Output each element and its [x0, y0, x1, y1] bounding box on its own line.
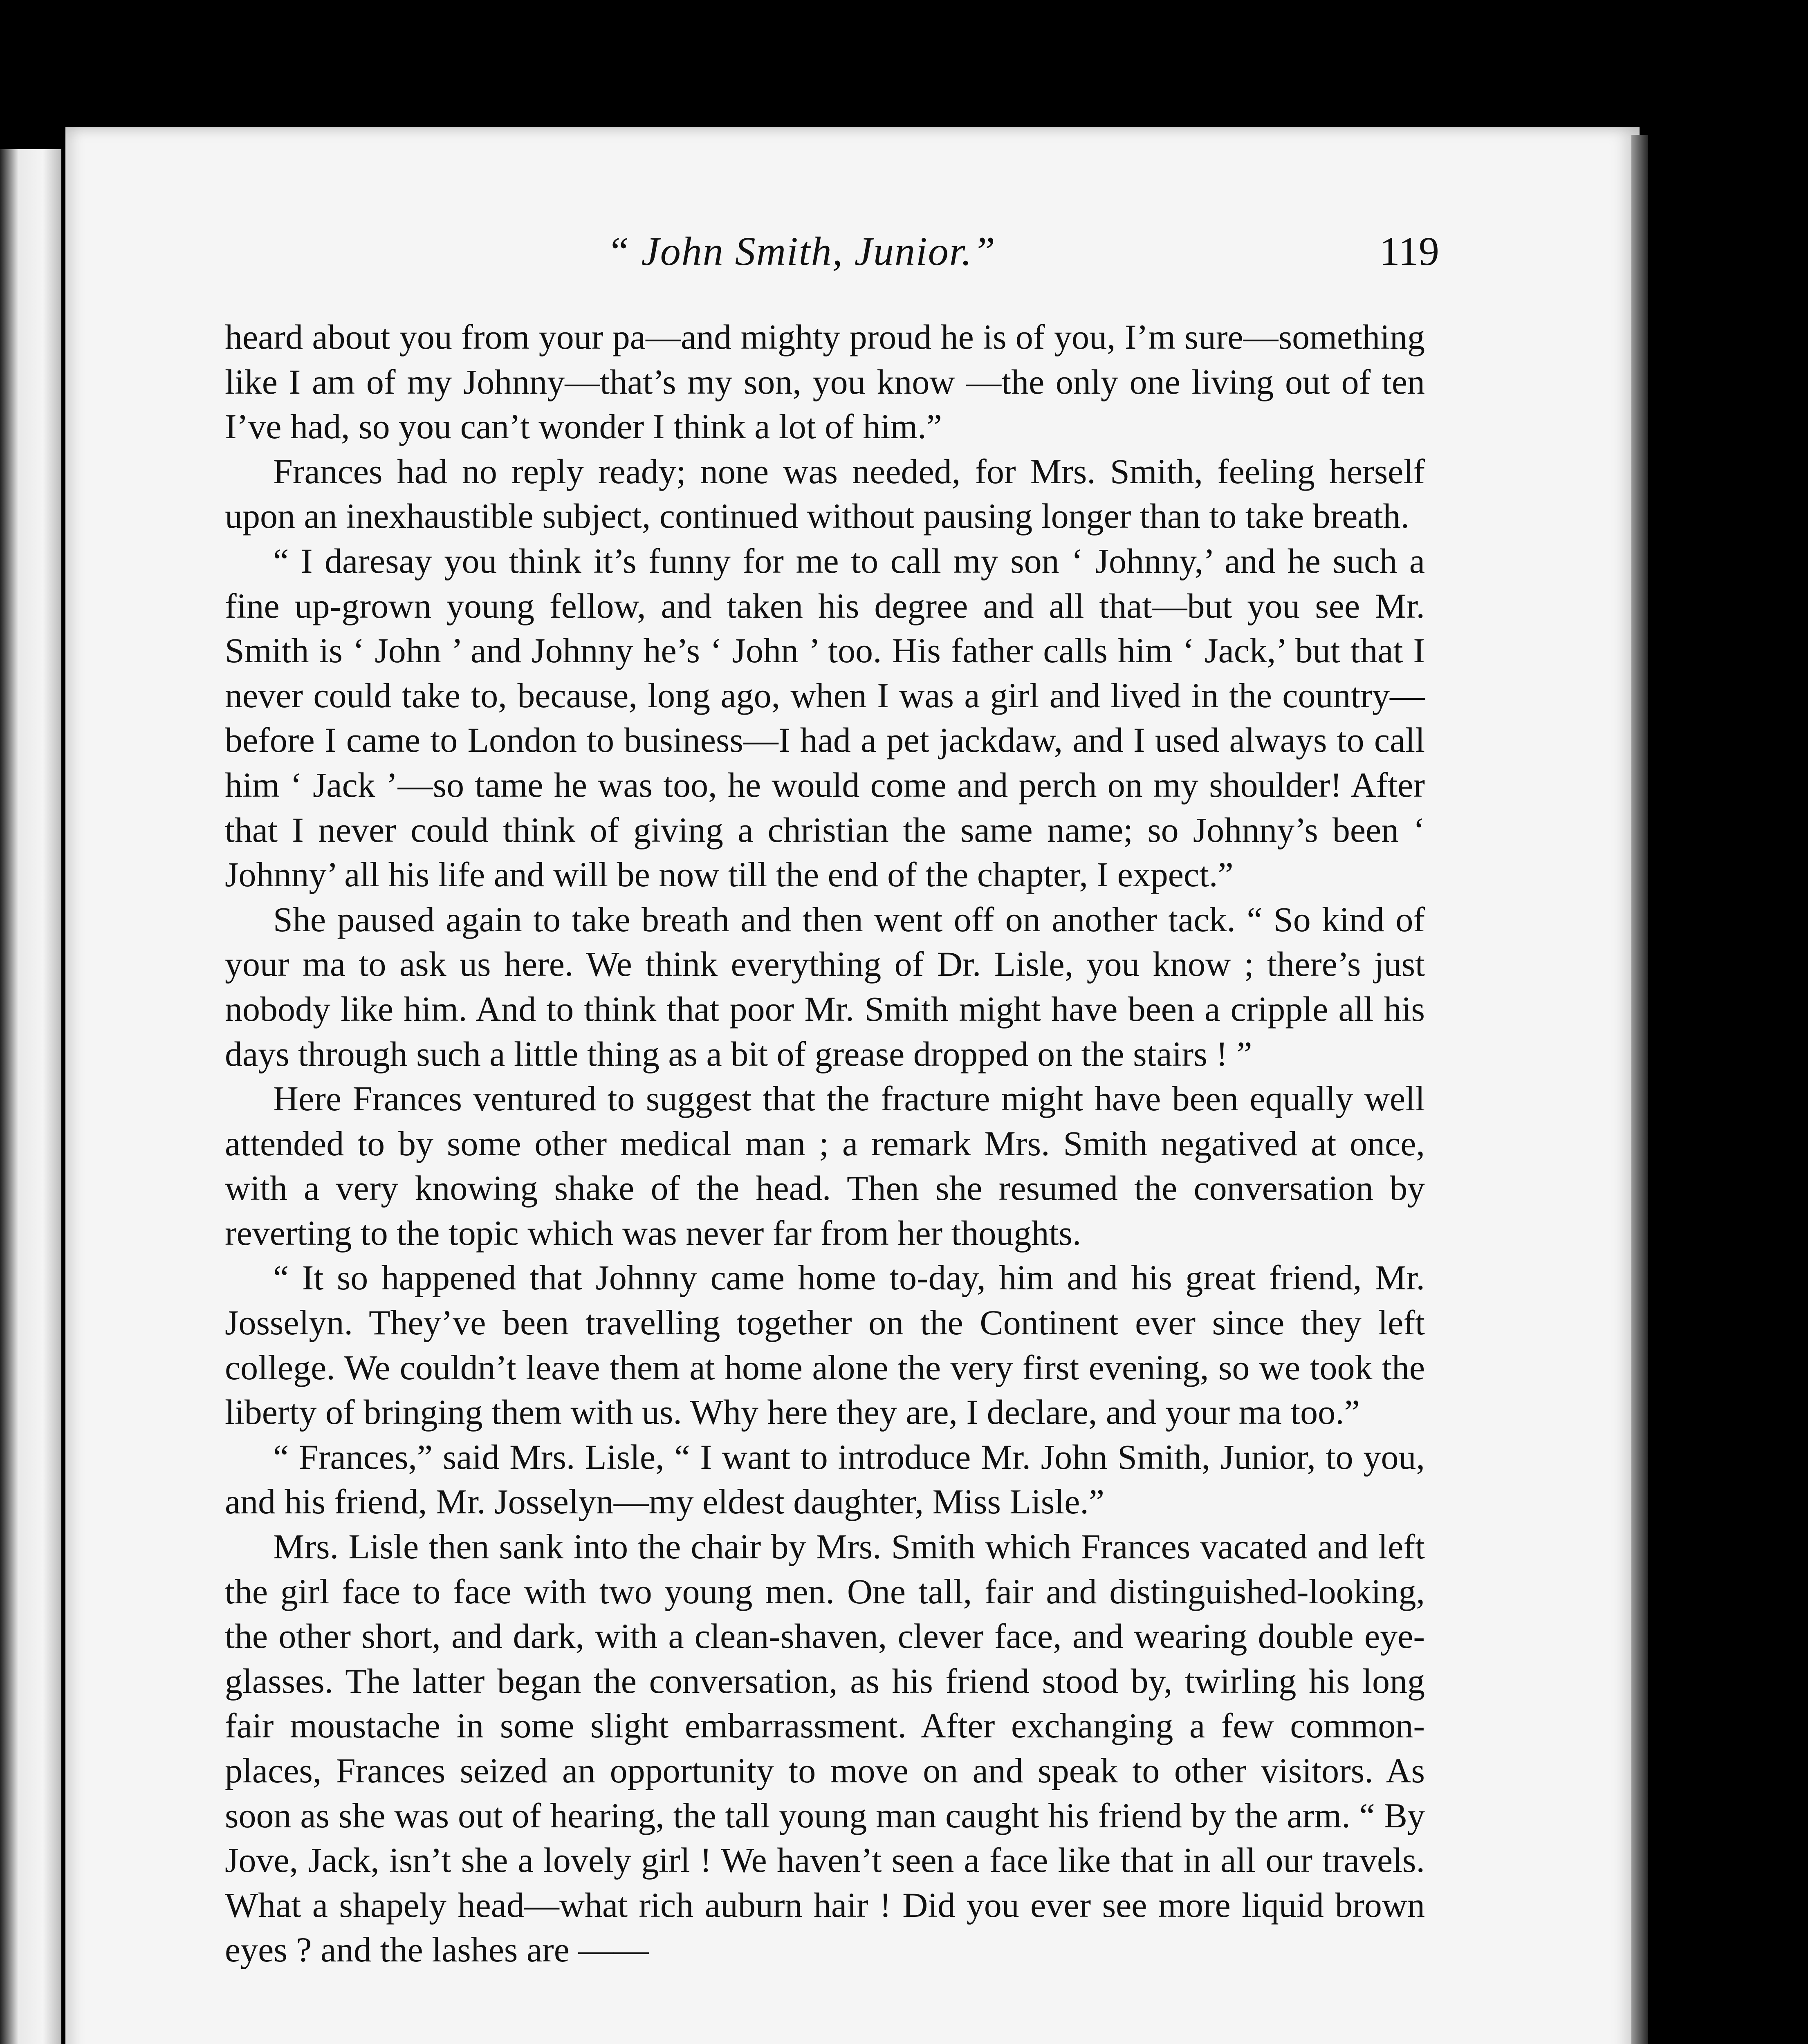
paragraph: Here Frances ventured to suggest that the fracture might have been equally well attended to by some other medical man ; a remark Mrs. Smith negatived at once, with a very knowing shake of the head. Then she resumed the conversation by reverting to the topic which was never far from her thoughts.: [225, 1079, 1425, 1253]
page-edge-shadow: [1631, 135, 1648, 2044]
body-text: [225, 315, 1425, 1972]
paragraph: Frances had no reply ready; none was needed, for Mrs. Smith, feeling herself upon an inexhaustible subject, continued without pausing longer than to take breath.: [225, 451, 1425, 536]
running-title: “ John Smith, Junior.”: [606, 229, 996, 274]
paragraph: “ I daresay you think it’s funny for me to call my son ‘ Johnny,’ and he such a fine up-grown young fellow, and taken his degree and all that—but you see Mr. Smith is ‘ John ’ and Johnny he’s ‘ John ’ too. His father calls him ‘ Jack,’ but that I never could take to, because, long ago, when I was a girl and lived in the country—before I came to London to business—I had a pet jackdaw, and I used always to call him ‘ Jack ’—so tame he was too, he would come and perch on my shoulder! After that I never could think of giving a christian the same name; so Johnny’s been ‘ Johnny’ all his life and will be now till the end of the chapter, I expect.”: [225, 541, 1425, 894]
paragraph: “ It so happened that Johnny came home to-day, him and his great friend, Mr. Josselyn. They’ve been travelling together on the Continent ever since they left college. We couldn’t leave them at home alone the very first evening, so we took the liberty of bringing them with us. Why here they are, I declare, and your ma too.”: [225, 1258, 1425, 1432]
paragraph: She paused again to take breath and then went off on another tack. “ So kind of your ma to ask us here. We think everything of Dr. Lisle, you know ; there’s just nobody like him. And to think that poor Mr. Smith might have been a cripple all his days through such a little thing as a bit of grease dropped on the stairs ! ”: [225, 899, 1425, 1074]
paragraph: heard about you from your pa—and mighty proud he is of you, I’m sure—something like I am of my Johnny—that’s my son, you know —the only one living out of ten I’ve had, so you can’t wonder I think a lot of him.”: [225, 317, 1425, 446]
page-number: 119: [1379, 229, 1439, 274]
paragraph: “ Frances,” said Mrs. Lisle, “ I want to introduce Mr. John Smith, Junior, to you, and his friend, Mr. Josselyn—my eldest daughter, Miss Lisle.”: [225, 1437, 1425, 1522]
left-page-edge: [0, 149, 61, 2044]
paragraph: Mrs. Lisle then sank into the chair by Mrs. Smith which Frances vacated and left the girl face to face with two young men. One tall, fair and distinguished-looking, the other short, and dark, with a clean-shaven, clever face, and wearing double eye-glasses. The latter began the conversation, as his friend stood by, twirling his long fair moustache in some slight embarrassment. After exchanging a few common-places, Frances seized an opportunity to move on and speak to other visitors. As soon as she was out of hearing, the tall young man caught his friend by the arm. “ By Jove, Jack, isn’t she a lovely girl ! We haven’t seen a face like that in all our travels. What a shapely head—what rich auburn hair ! Did you ever see more liquid brown eyes ? and the lashes are ——: [225, 1527, 1425, 1970]
running-head: [164, 221, 1439, 282]
